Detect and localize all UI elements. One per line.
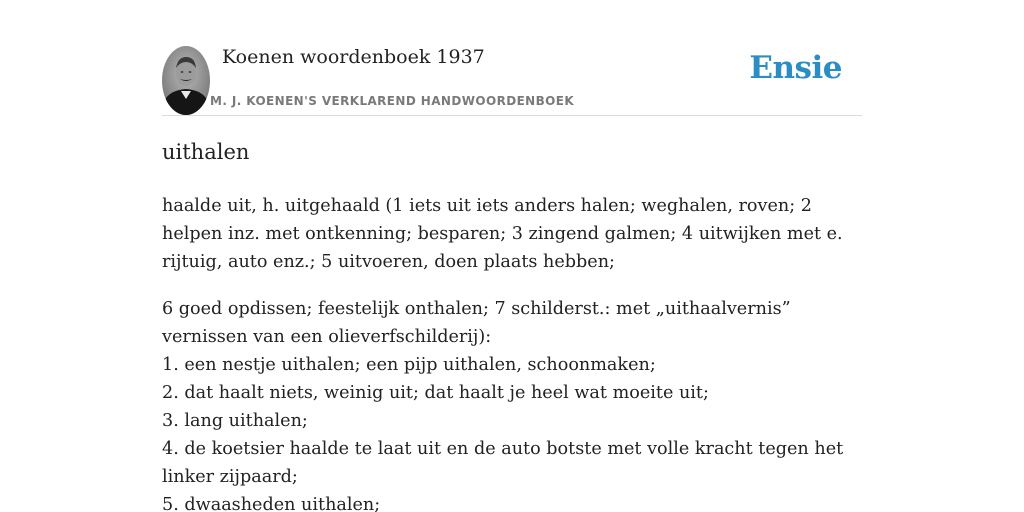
author-portrait-image — [162, 46, 210, 115]
example-line-2: 2. dat haalt niets, weinig uit; dat haalt je heel wat moeite uit; — [162, 383, 709, 403]
example-line-5: 5. dwaasheden uithalen; — [162, 495, 381, 512]
site-subtitle: M. J. KOENEN'S VERKLAREND HANDWOORDENBOEK — [210, 94, 575, 108]
definition-text: 6 goed opdissen; feestelijk onthalen; 7 schilderst.: met „uithaalvernis” vernissen van een olieverfschilderij): — [162, 299, 791, 347]
example-line-3: 3. lang uithalen; — [162, 411, 308, 431]
site-title[interactable]: Koenen woordenboek 1937 — [222, 46, 485, 68]
definition-paragraph-2 — [162, 295, 862, 512]
brand-logo-link[interactable]: Ensie — [749, 50, 842, 86]
site-header — [162, 46, 862, 116]
example-line-1: 1. een nestje uithalen; een pijp uithalen, schoonmaken; — [162, 355, 656, 375]
definition-paragraph-1: haalde uit, h. uitgehaald (1 iets uit iets anders halen; weghalen, roven; 2 helpen inz. met ontkenning; besparen; 3 zingend galmen; 4 uitwijken met e. rijtuig, auto enz.; 5 uitvoeren, doen plaats hebben; — [162, 196, 843, 272]
example-line-4: 4. de koetsier haalde te laat uit en de auto botste met volle kracht tegen het linker zijpaard; — [162, 439, 844, 487]
entry-headword: uithalen — [162, 140, 250, 164]
entry-body — [162, 192, 862, 512]
